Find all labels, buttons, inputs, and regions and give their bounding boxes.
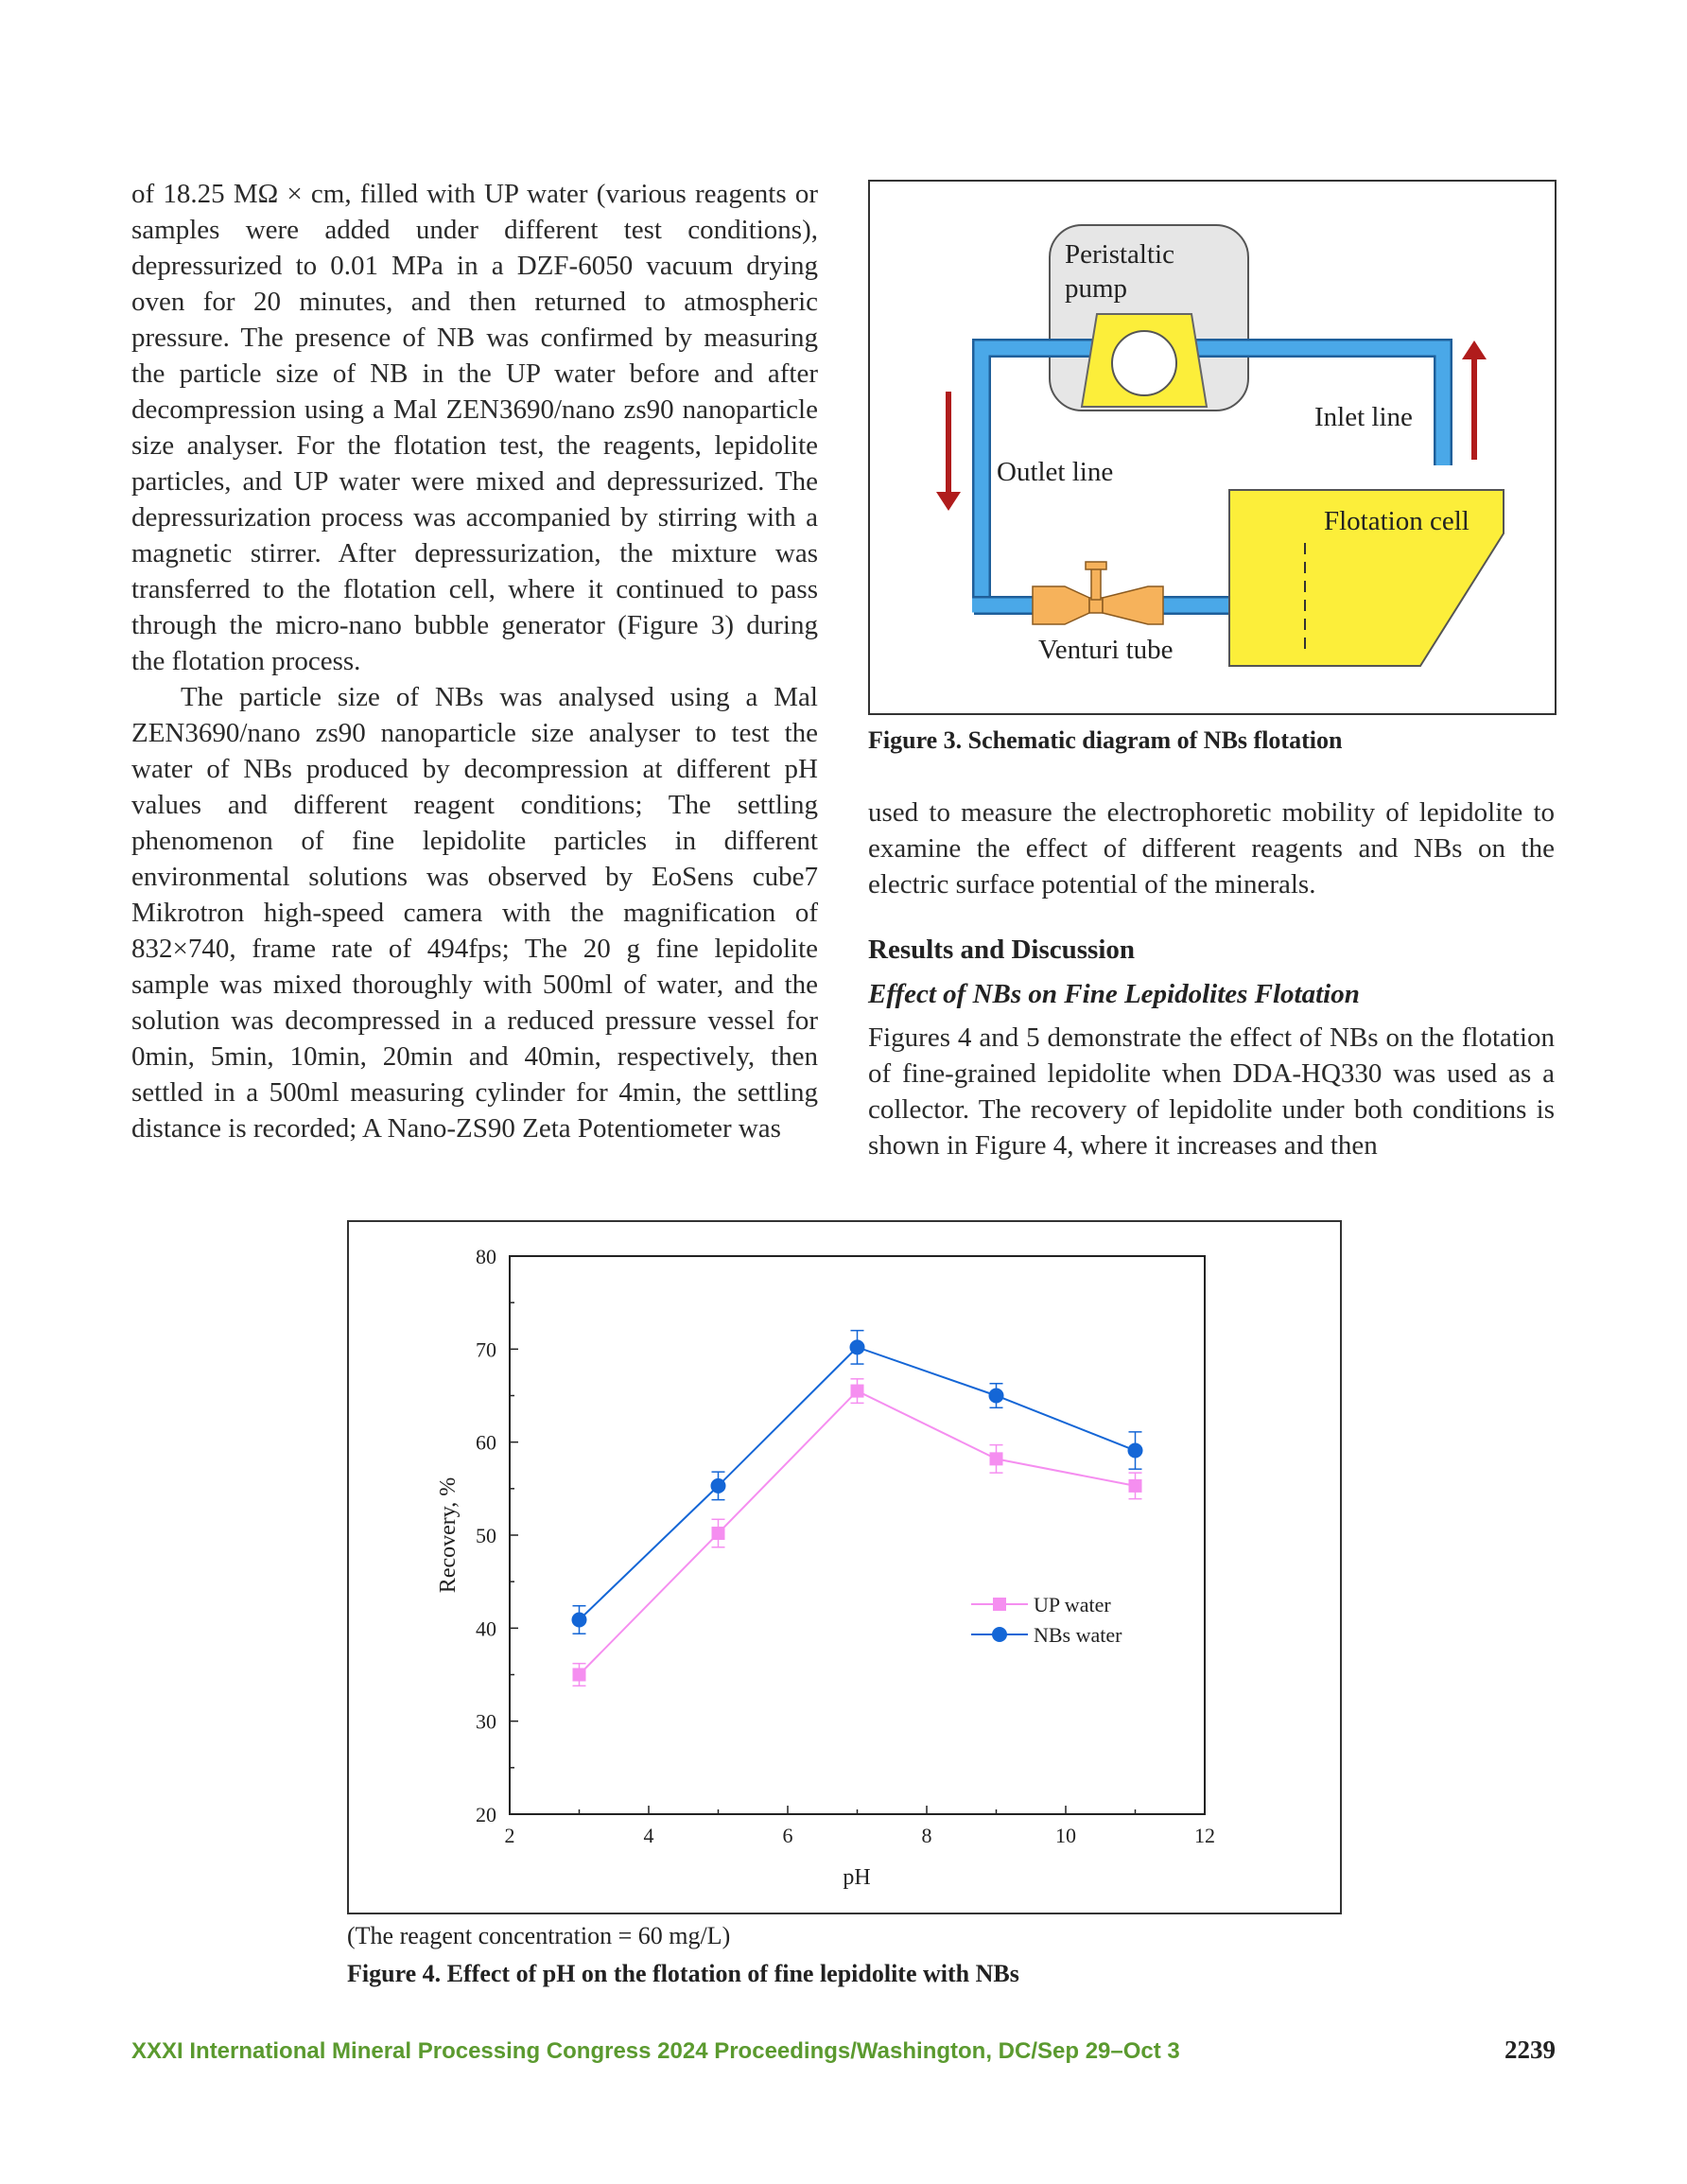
left-column <box>131 176 818 1146</box>
x-tick-label: 2 <box>504 1824 515 1847</box>
legend-label: UP water <box>1034 1593 1111 1616</box>
figure-4-svg <box>349 1222 1340 1913</box>
figure-3-schematic <box>868 180 1557 715</box>
data-point-circle <box>850 1339 865 1354</box>
data-point-square <box>573 1669 586 1682</box>
right-paragraph-1: used to measure the electrophoretic mobility of lepidolite to examine the effect of different reagents and NBs on the electric surface potential of the minerals. <box>868 797 1555 900</box>
right-column <box>868 795 1555 902</box>
data-point-square <box>851 1385 864 1398</box>
left-paragraph-2: The particle size of NBs was analysed using a Mal ZEN3690/nano zs90 nanoparticle size analyser to test the water of NBs produced by decompression at different pH values and different reagent conditions; The settling phenomenon of fine lepidolite particles in different environmental solutions was observed by EoSens cube7 Mikrotron high-speed camera with the magnification of 832×740, frame rate of 494fps; The 20 g fine lepidolite sample was mixed thoroughly with 500ml of water, and the solution was decompressed in a reduced pressure vessel for 0min, 5min, 10min, 20min and 40min, respectively, then settled in a 500ml measuring cylinder for 4min, the settling distance is recorded; A Nano-ZS90 Zeta Potentiometer was <box>131 682 818 1144</box>
y-tick-label: 30 <box>476 1709 496 1734</box>
y-tick-label: 70 <box>476 1337 496 1362</box>
y-tick-label: 60 <box>476 1430 496 1455</box>
left-paragraph-1: of 18.25 MΩ × cm, filled with UP water (various reagents or samples were added under different test conditions), depressurized to 0.01 MPa in a DZF-6050 vacuum drying oven for 20 minutes, and then returned to atmospheric pressure. The presence of NB was confirmed by measuring the particle size of NB in the UP water before and after decompression using a Mal ZEN3690/nano zs90 nanoparticle size analyser. For the flotation test, the reagents, lepidolite particles, and UP water were mixed and depressurized. The depressurization process was accompanied by stirring with a magnetic stirrer. After depressurization, the mixture was transferred to the flotation cell, where it continued to pass through the micro-nano bubble generator (Figure 3) during the flotation process. <box>131 179 818 676</box>
page-number: 2239 <box>1504 2035 1556 2064</box>
data-point-circle <box>572 1612 587 1627</box>
y-tick-label: 40 <box>476 1616 496 1641</box>
data-point-square <box>990 1452 1003 1465</box>
outlet-line-label: Outlet line <box>997 457 1114 487</box>
x-tick-label: 4 <box>643 1824 654 1847</box>
data-point-square <box>1129 1479 1142 1493</box>
y-tick-label: 20 <box>476 1803 496 1826</box>
legend-marker-square <box>993 1598 1006 1611</box>
pump-label-2: pump <box>1065 273 1128 304</box>
legend-marker-circle <box>992 1627 1007 1642</box>
data-point-circle <box>989 1389 1004 1404</box>
x-axis-label: pH <box>843 1865 871 1890</box>
figure-4-chart <box>347 1220 1342 1914</box>
flotation-cell-label: Flotation cell <box>1324 506 1470 536</box>
data-point-circle <box>1128 1443 1143 1459</box>
subsection-heading: Effect of NBs on Fine Lepidolites Flotation <box>868 979 1360 1009</box>
x-tick-label: 10 <box>1055 1824 1076 1847</box>
outlet-arrow-icon <box>936 392 961 511</box>
inlet-arrow-icon <box>1462 341 1487 460</box>
right-paragraph-2: Figures 4 and 5 demonstrate the effect of NBs on the flotation of fine-grained lepidolite when DDA-HQ330 was used as a collector. The recovery of lepidolite under both conditions is shown in Figure 4, where it increases and then <box>868 1022 1555 1161</box>
x-tick-label: 12 <box>1194 1824 1215 1847</box>
data-point-square <box>712 1527 725 1540</box>
figure-4-caption: Figure 4. Effect of pH on the flotation of fine lepidolite with NBs <box>347 1960 1019 1987</box>
pump-label-1: Peristaltic <box>1065 239 1174 270</box>
y-tick-label: 50 <box>476 1524 496 1547</box>
pump-rotor <box>1112 331 1176 395</box>
y-axis-label: Recovery, % <box>436 1476 461 1594</box>
data-point-circle <box>711 1478 726 1494</box>
figure-4-note: (The reagent concentration = 60 mg/L) <box>347 1922 731 1949</box>
venturi-label: Venturi tube <box>1038 635 1174 665</box>
inlet-line-label: Inlet line <box>1314 402 1413 432</box>
figure-3-svg <box>870 182 1555 713</box>
figure-3-caption: Figure 3. Schematic diagram of NBs flotation <box>868 726 1343 754</box>
legend-label: NBs water <box>1034 1623 1122 1647</box>
footer-conference: XXXI International Mineral Processing Congress 2024 Proceedings/Washington, DC/Sep 29–Oct 3 <box>131 2038 1180 2064</box>
right-paragraph-2-wrap <box>868 1020 1555 1163</box>
x-tick-label: 8 <box>921 1824 932 1847</box>
y-tick-label: 80 <box>476 1245 496 1268</box>
venturi-tube <box>1033 562 1163 624</box>
x-tick-label: 6 <box>782 1824 793 1847</box>
section-heading: Results and Discussion <box>868 935 1136 965</box>
